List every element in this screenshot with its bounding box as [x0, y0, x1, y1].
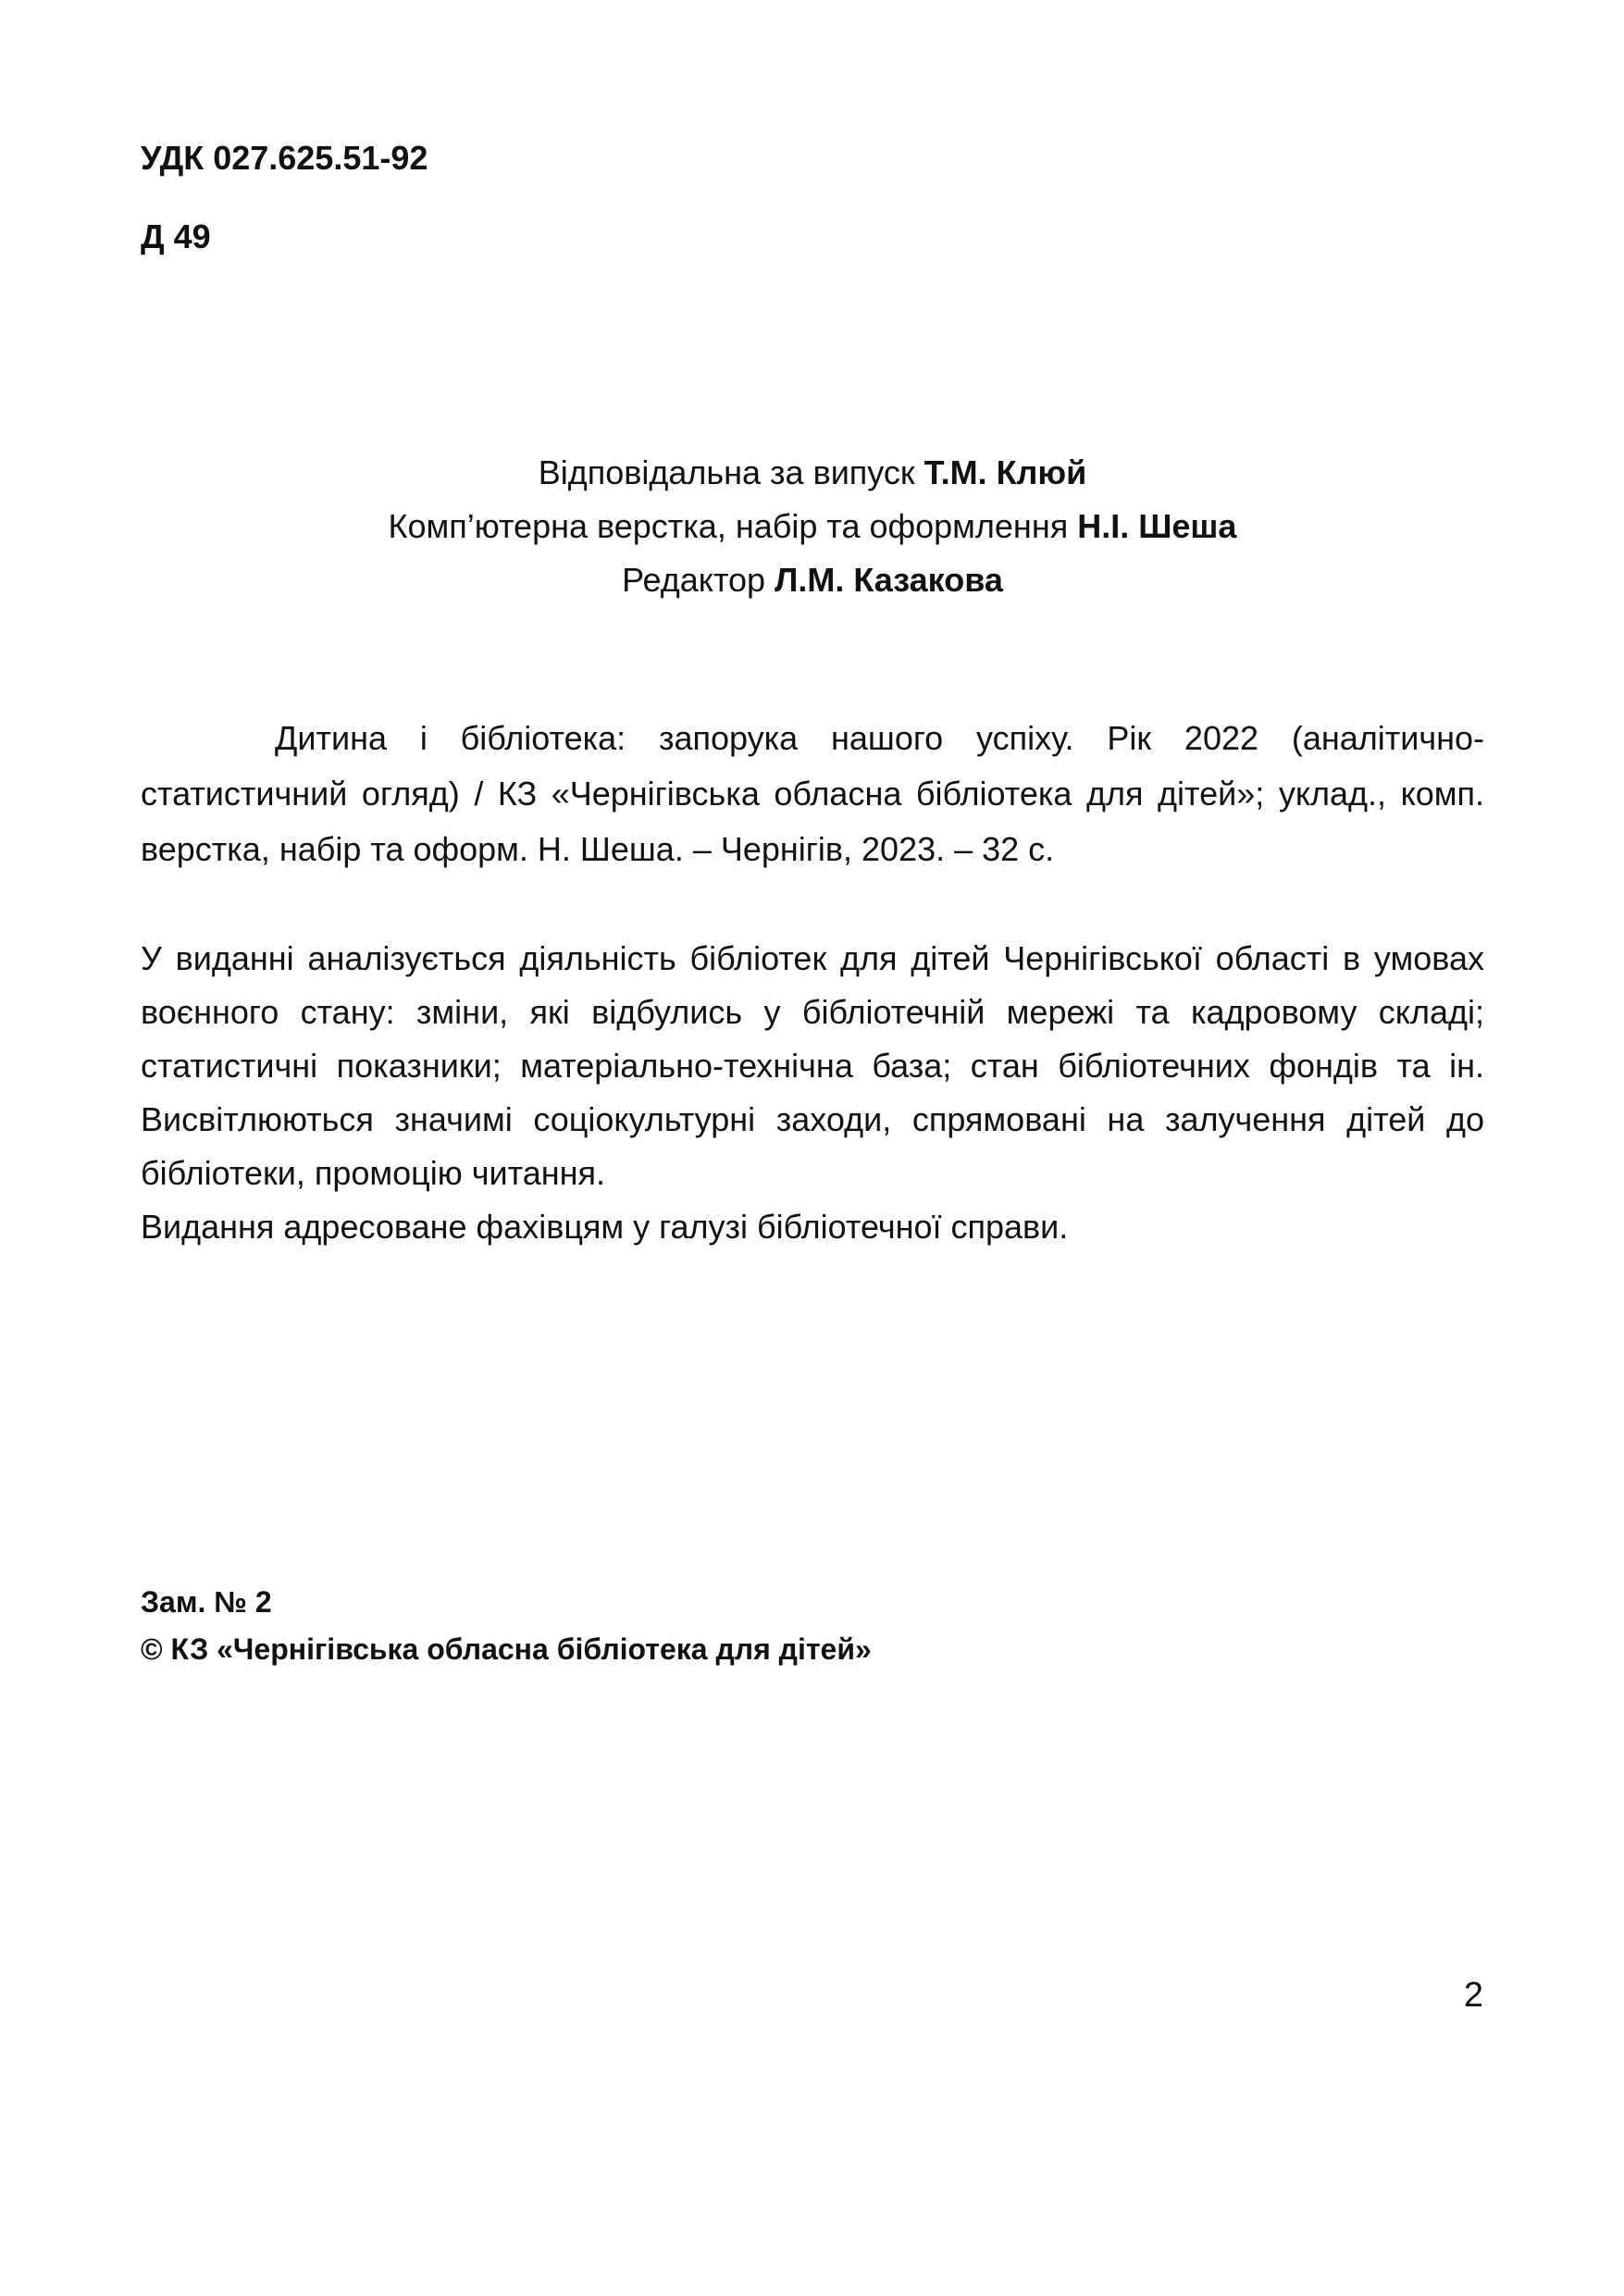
copyright: © КЗ «Чернігівська обласна бібліотека для дітей» [141, 1632, 872, 1666]
credit-editor [141, 553, 1484, 607]
author-mark: Д 49 [141, 217, 211, 255]
credit-layout-name: Н.І. Шеша [1077, 507, 1237, 545]
credit-responsible-label: Відповідальна за випуск [538, 453, 915, 491]
order-number: Зам. № 2 [141, 1585, 272, 1619]
credit-editor-label: Редактор [622, 561, 766, 599]
page-number: 2 [1463, 1976, 1483, 2015]
udk-code: УДК 027.625.51-92 [141, 139, 428, 177]
credit-layout-label: Комп’ютерна верстка, набір та оформлення [388, 507, 1069, 545]
credit-responsible-name: Т.М. Клюй [924, 453, 1087, 491]
credit-layout [141, 500, 1484, 553]
annotation: У виданні аналізується діяльність бібліотек для дітей Чернігівської області в умовах воєнного стану: зміни, які відбулись у бібліотечній мережі та кадровому складі; статистичні показники; матеріально-технічна база; стан бібліотечних фондів та ін. Висвітлюються значимі соціокультурні заходи, спрямовані на залучення дітей до бібліотеки, промоцію читання. [141, 939, 1484, 1192]
bibliographic-description: Дитина і бібліотека: запорука нашого успіху. Рік 2022 (аналітично-статистичний огляд) / КЗ «Чернігівська обласна бібліотека для дітей»; уклад., комп. верстка, набір та оформ. Н. Шеша. – Чернігів, 2023. – 32 с. [141, 719, 1484, 868]
credit-responsible [141, 446, 1484, 500]
audience-note: Видання адресоване фахівцям у галузі бібліотечної справи. [141, 1208, 1069, 1246]
credits-block [141, 446, 1484, 607]
credit-editor-name: Л.М. Казакова [775, 561, 1003, 599]
